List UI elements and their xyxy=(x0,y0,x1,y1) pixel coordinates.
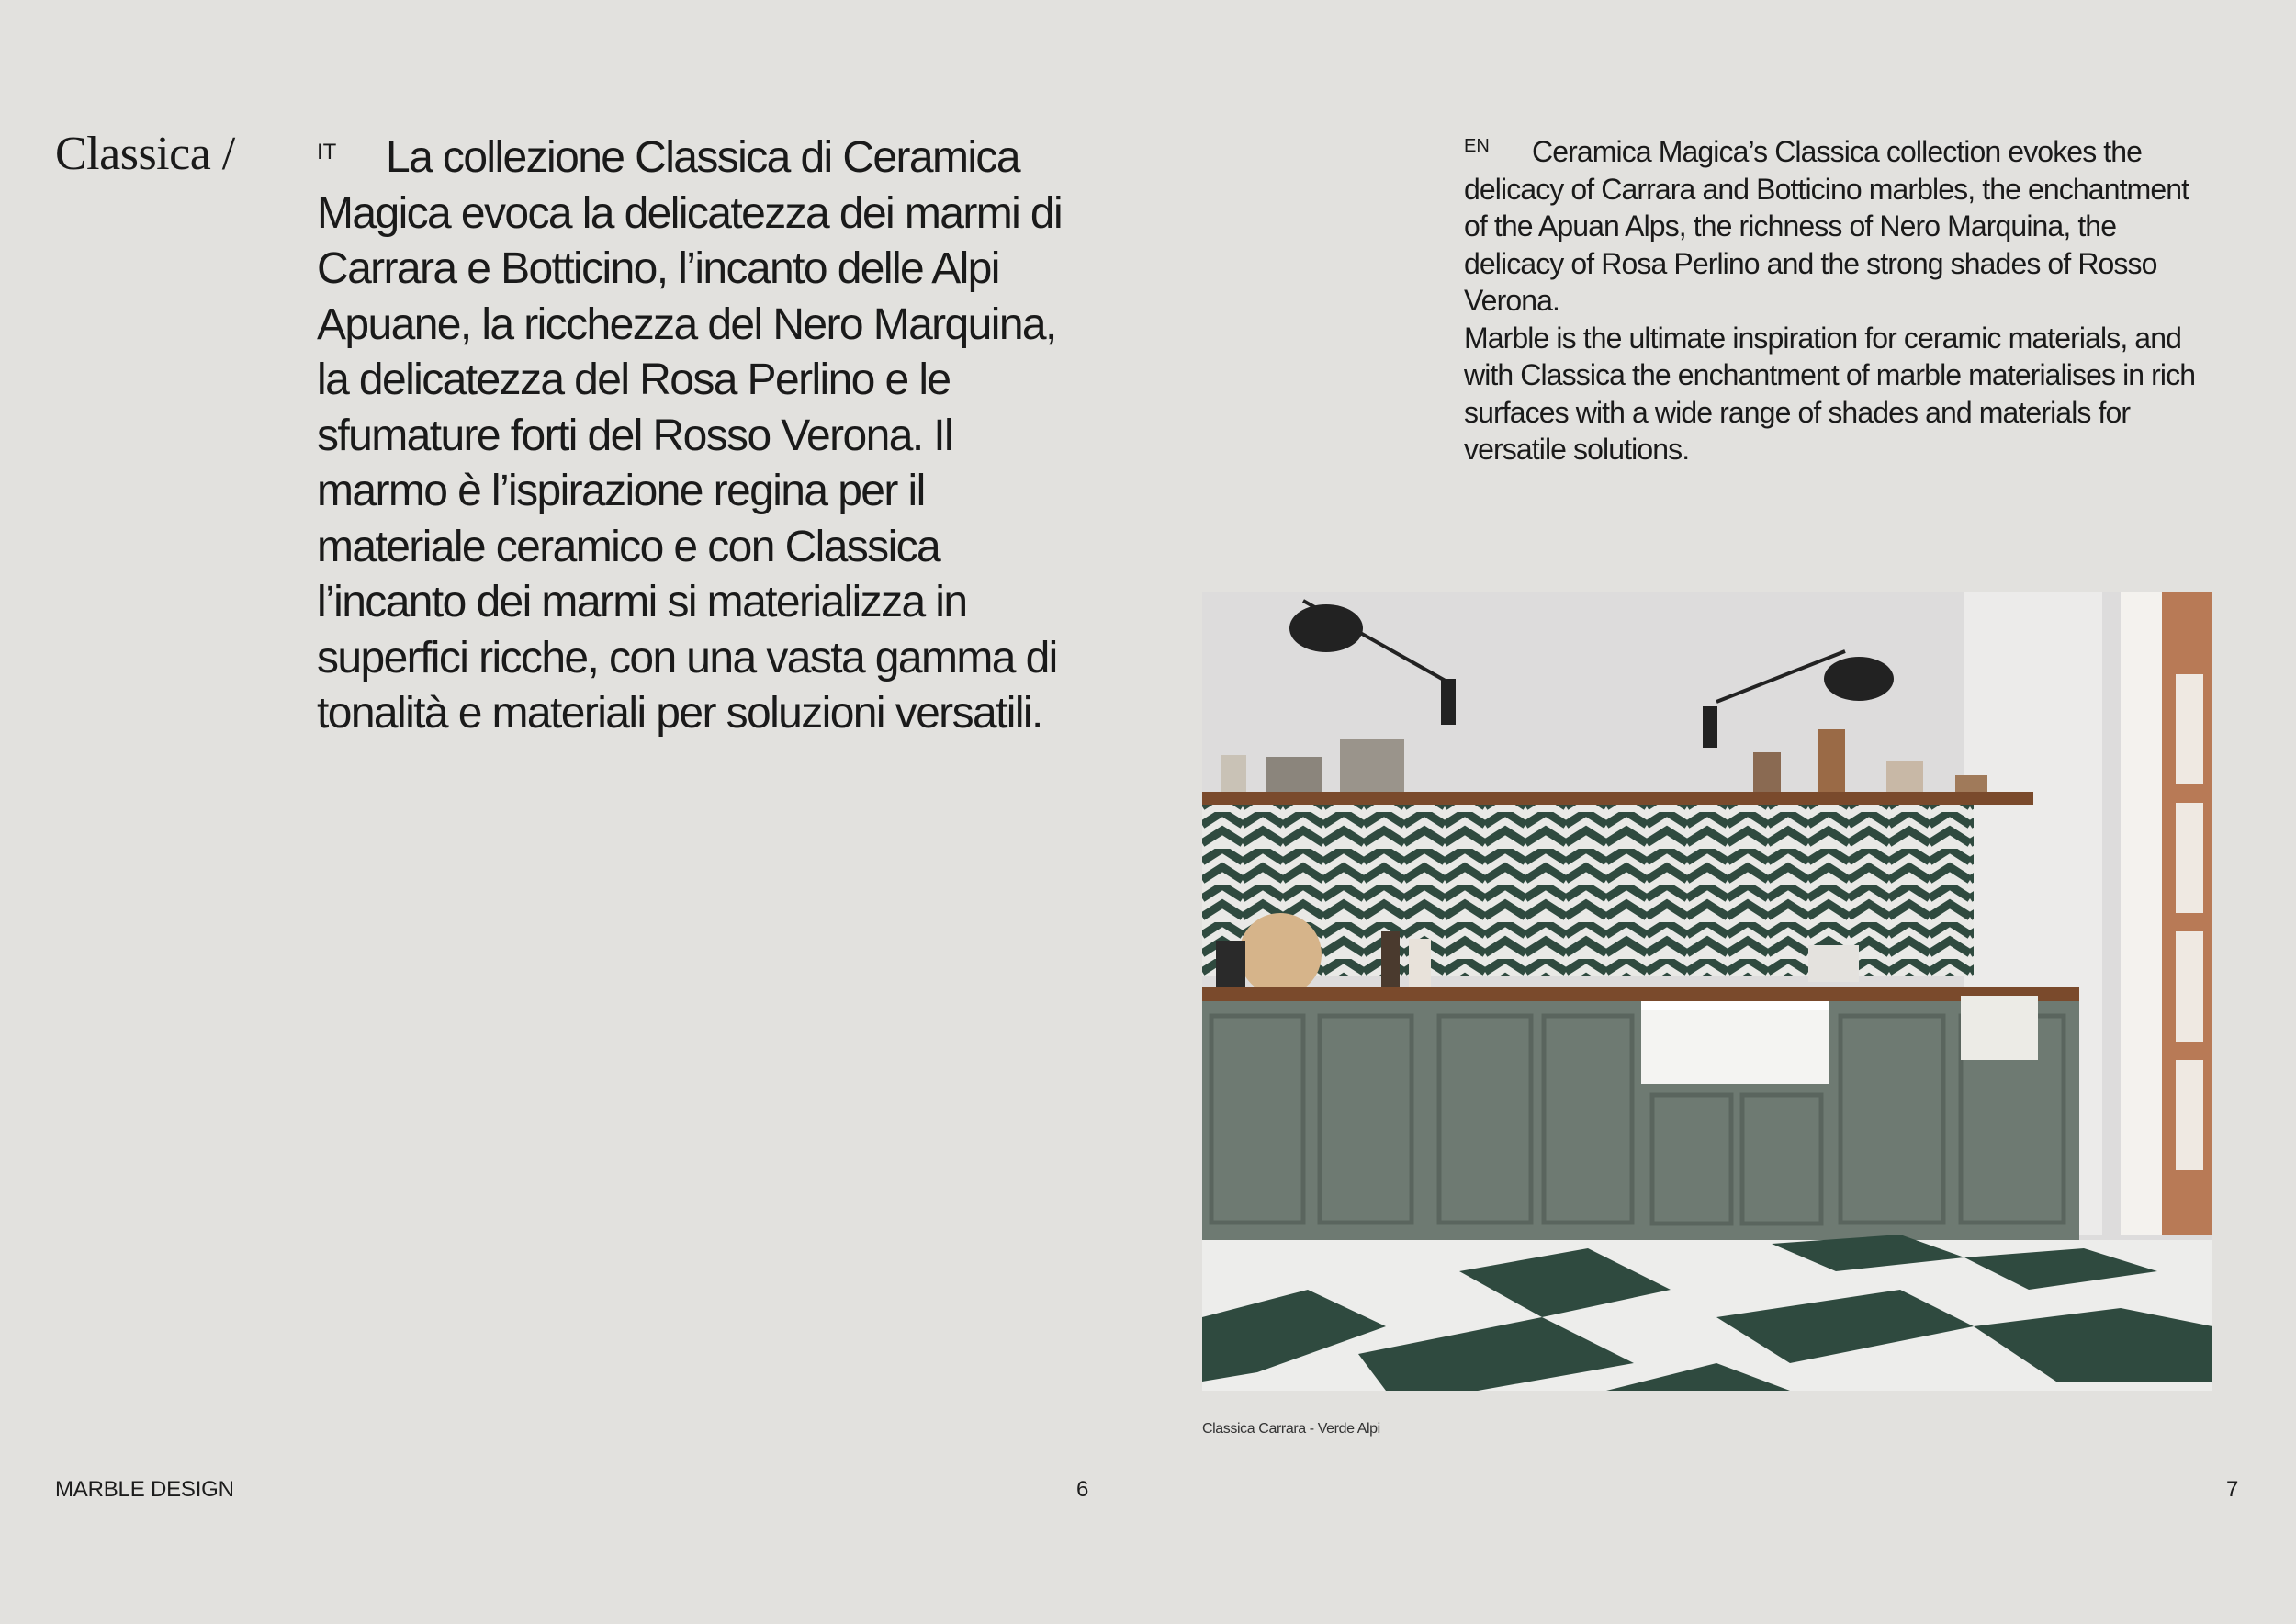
english-description xyxy=(1464,133,2217,468)
english-text-1: Ceramica Magica’s Classica collection evokes the delicacy of Carrara and Botticino marbles, the enchantment of the Apuan Alps, the richness of Nero Marquina, the delicacy of Rosa Perlino and the strong shades of Rosso Verona. xyxy=(1464,135,2189,317)
italian-language-tag: IT xyxy=(317,140,337,164)
page-number-right: 7 xyxy=(2226,1477,2239,1502)
english-language-tag: EN xyxy=(1464,136,1490,156)
collection-title: Classica / xyxy=(55,128,235,180)
footer-label: MARBLE DESIGN xyxy=(55,1477,234,1502)
page-number-left: 6 xyxy=(1076,1477,1089,1502)
italian-description xyxy=(317,130,1088,742)
kitchen-photo xyxy=(1202,592,2212,1391)
english-paragraph-1 xyxy=(1464,133,2217,320)
english-paragraph-2: Marble is the ultimate inspiration for ceramic materials, and with Classica the enchantment of marble materialises in rich surfaces with a wide range of shades and materials for versatile solutions. xyxy=(1464,321,2196,466)
photo-caption: Classica Carrara - Verde Alpi xyxy=(1202,1421,1380,1437)
italian-text: La collezione Classica di Ceramica Magica evoca la delicatezza dei marmi di Carrara e Botticino, l’incanto delle Alpi Apuane, la ricchezza del Nero Marquina, la delicatezza del Rosa Perlino e le sfumature forti del Rosso Verona. Il marmo è l’ispirazione regina per il materiale ceramico e con Classica l’incanto dei marmi si materializza in superfici ricche, con una vasta gamma di tonalità e materiali per soluzioni versatili. xyxy=(317,133,1063,738)
